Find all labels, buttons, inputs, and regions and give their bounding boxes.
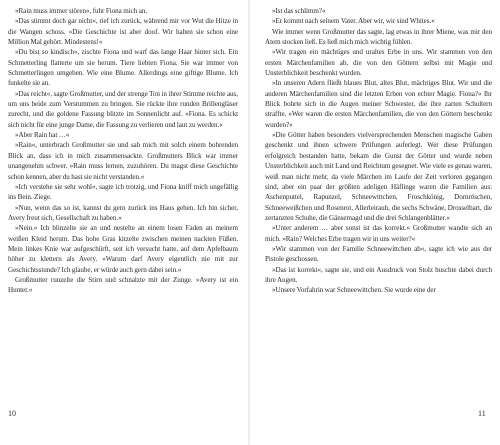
paragraph: »Du bist so kindisch«, zischte Fiona und warf das lange Haar hinter sich. Ein Schmetterling flatterte um sie herum. Tiere liebten Fiona. Sie war immer von Schmetterlingen umgeben. Wie eine Blume. Allerdings eine giftige Blume. Ich funkelte sie an.: [8, 48, 238, 88]
paragraph: »Ich verstehe sie sehr wohl«, sagte ich trotzig, und Fiona kniff mich ungefällig ins Bein. Ziege.: [8, 182, 238, 202]
paragraph: »Unsere Vorfahrin war Schneewittchen. Sie wurde eine der: [272, 286, 436, 295]
left-page-text: [8, 6, 238, 296]
paragraph: Wie immer wenn Großmutter das sagte, lag etwas in ihrer Miene, was mir den Atem stocken ließ. Es ließ mich mich wichtig fühlen.: [265, 27, 492, 47]
right-page: [250, 0, 500, 445]
paragraph: »Das stimmt doch gar nicht«, rief ich zurück, während mir vor Wut die Hitze in die Wangen schoss. »Die Geschichte ist aber doof. Wir haben sie schon eine Million Mal gehört. Mindestens!«: [8, 17, 238, 47]
paragraph: »Ist das schlimm?«: [272, 7, 326, 15]
paragraph: Großmutter runzelte die Stirn und schnalzte mit der Zunge. »Avery ist ein Hunter.«: [8, 275, 238, 295]
right-page-text: [265, 6, 492, 296]
paragraph: »Rain muss immer stören«, fuhr Fiona mich an.: [15, 7, 148, 15]
paragraph: »Das ist korrekt«, sagte sie, und ein Ausdruck von Stolz huschte dabei durch ihre Augen.: [265, 265, 492, 284]
page-number-left: 10: [8, 409, 16, 418]
paragraph: »Er kommt nach seinem Vater. Aber wir, wir sind Whites.«: [272, 17, 435, 26]
paragraph: »Wir stammen von der Familie Schneewittchen ab«, sagte ich wie aus der Pistole geschossen.: [265, 244, 492, 264]
paragraph: »Aber Rain hat …«: [15, 131, 70, 140]
paragraph: »Nun, wenn das so ist, kannst du gern zurück ins Haus gehen. Ich bin sicher, Avery freut sich, Gesellschaft zu haben.«: [8, 203, 238, 222]
paragraph: »Unter anderem … aber sonst ist das korrekt.« Großmutter wandte sich an mich. »Rain? Welches Erbe tragen wir in uns weiter?«: [265, 224, 492, 243]
paragraph: »Rain«, unterbrach Großmutter sie und sah mich mit solch einem bohrenden Blick an, dass ich in mich zusammensackte. Großmutters Blick war immer unangenehm schwer. »Rain muss lernen, zuzuhören. Du magst diese Geschichte schon kennen, aber du hast sie nicht verstanden.«: [8, 141, 238, 181]
paragraph: »Nein.« Ich blinzelte sie an und nestelte an einem losen Faden an meinem weißen Kleid herum. Das hohe Gras kitzelte zwischen meinen nackten Füßen. Mein linkes Knie war aufgeschürft, seit ich versucht hatte, auf dem Apfelbaum höher zu klettern als Avery. »Warum darf Avery eigentlich nie mit zur Geschichtsstunde? Ich glaube, er würde auch gern dabei sein.«: [8, 224, 238, 274]
paragraph: »Wir tragen ein mächtiges und uraltes Erbe in uns. Wir stammen von den ersten Märchenfamilien ab, die von den Göttern selbst mit Magie und Unsterblichkeit beschenkt wurden.: [265, 48, 492, 78]
page-number-right: 11: [478, 409, 486, 418]
paragraph: »Das reicht«, sagte Großmutter, und der strenge Ton in ihrer Stimme reichte aus, um uns beide zum Verstummen zu bringen. Sie rückte ihre runden Brillengläser zurecht, und die goldene Fassung blitzte im Sonnenlicht auf. »Fiona. Es schickt sich nicht für eine junge Dame, die Fassung zu verlieren und laut zu werden.«: [8, 89, 238, 129]
paragraph: »In unseren Adern fließt blaues Blut, altes Blut, mächtiges Blut. Wir und die anderen Märchenfamilien sind die letzten Erben von echter Magie. Fiona?« Ihr Blick bohrte sich in die Augen meiner Schwester, die ihre zarten Schultern straffte. »Wer waren die ersten Märchenfamilien, die von den Göttern beschenkt wurden?«: [265, 79, 492, 129]
paragraph: »Die Götter haben besonders vielversprechenden Menschen magische Gaben geschenkt und ihnen schwere Prüfungen auferlegt. Wer diese Prüfungen erfolgreich bestanden hatte, bekam die Gunst der Götter und wurde neben Unsterblichkeit auch mit Land und Reichtum gesegnet. Wie viele es genau waren, weiß man nicht mehr, da viele Märchen im Laufe der Zeit verloren gegangen sind, aber ein paar der größten adeligen Häflinge waren die Familien aus: Aschenputtel, Rapunzel, Schneewittchen, Froschkönig, Dornröschen, Schneeweißchen und Rosenrot, Allerleirauh, die sechs Schwäne, Drosselbart, die zertanzten Schuhe, die Gänsemagd und die drei Schlangenblätter.«: [265, 131, 492, 222]
